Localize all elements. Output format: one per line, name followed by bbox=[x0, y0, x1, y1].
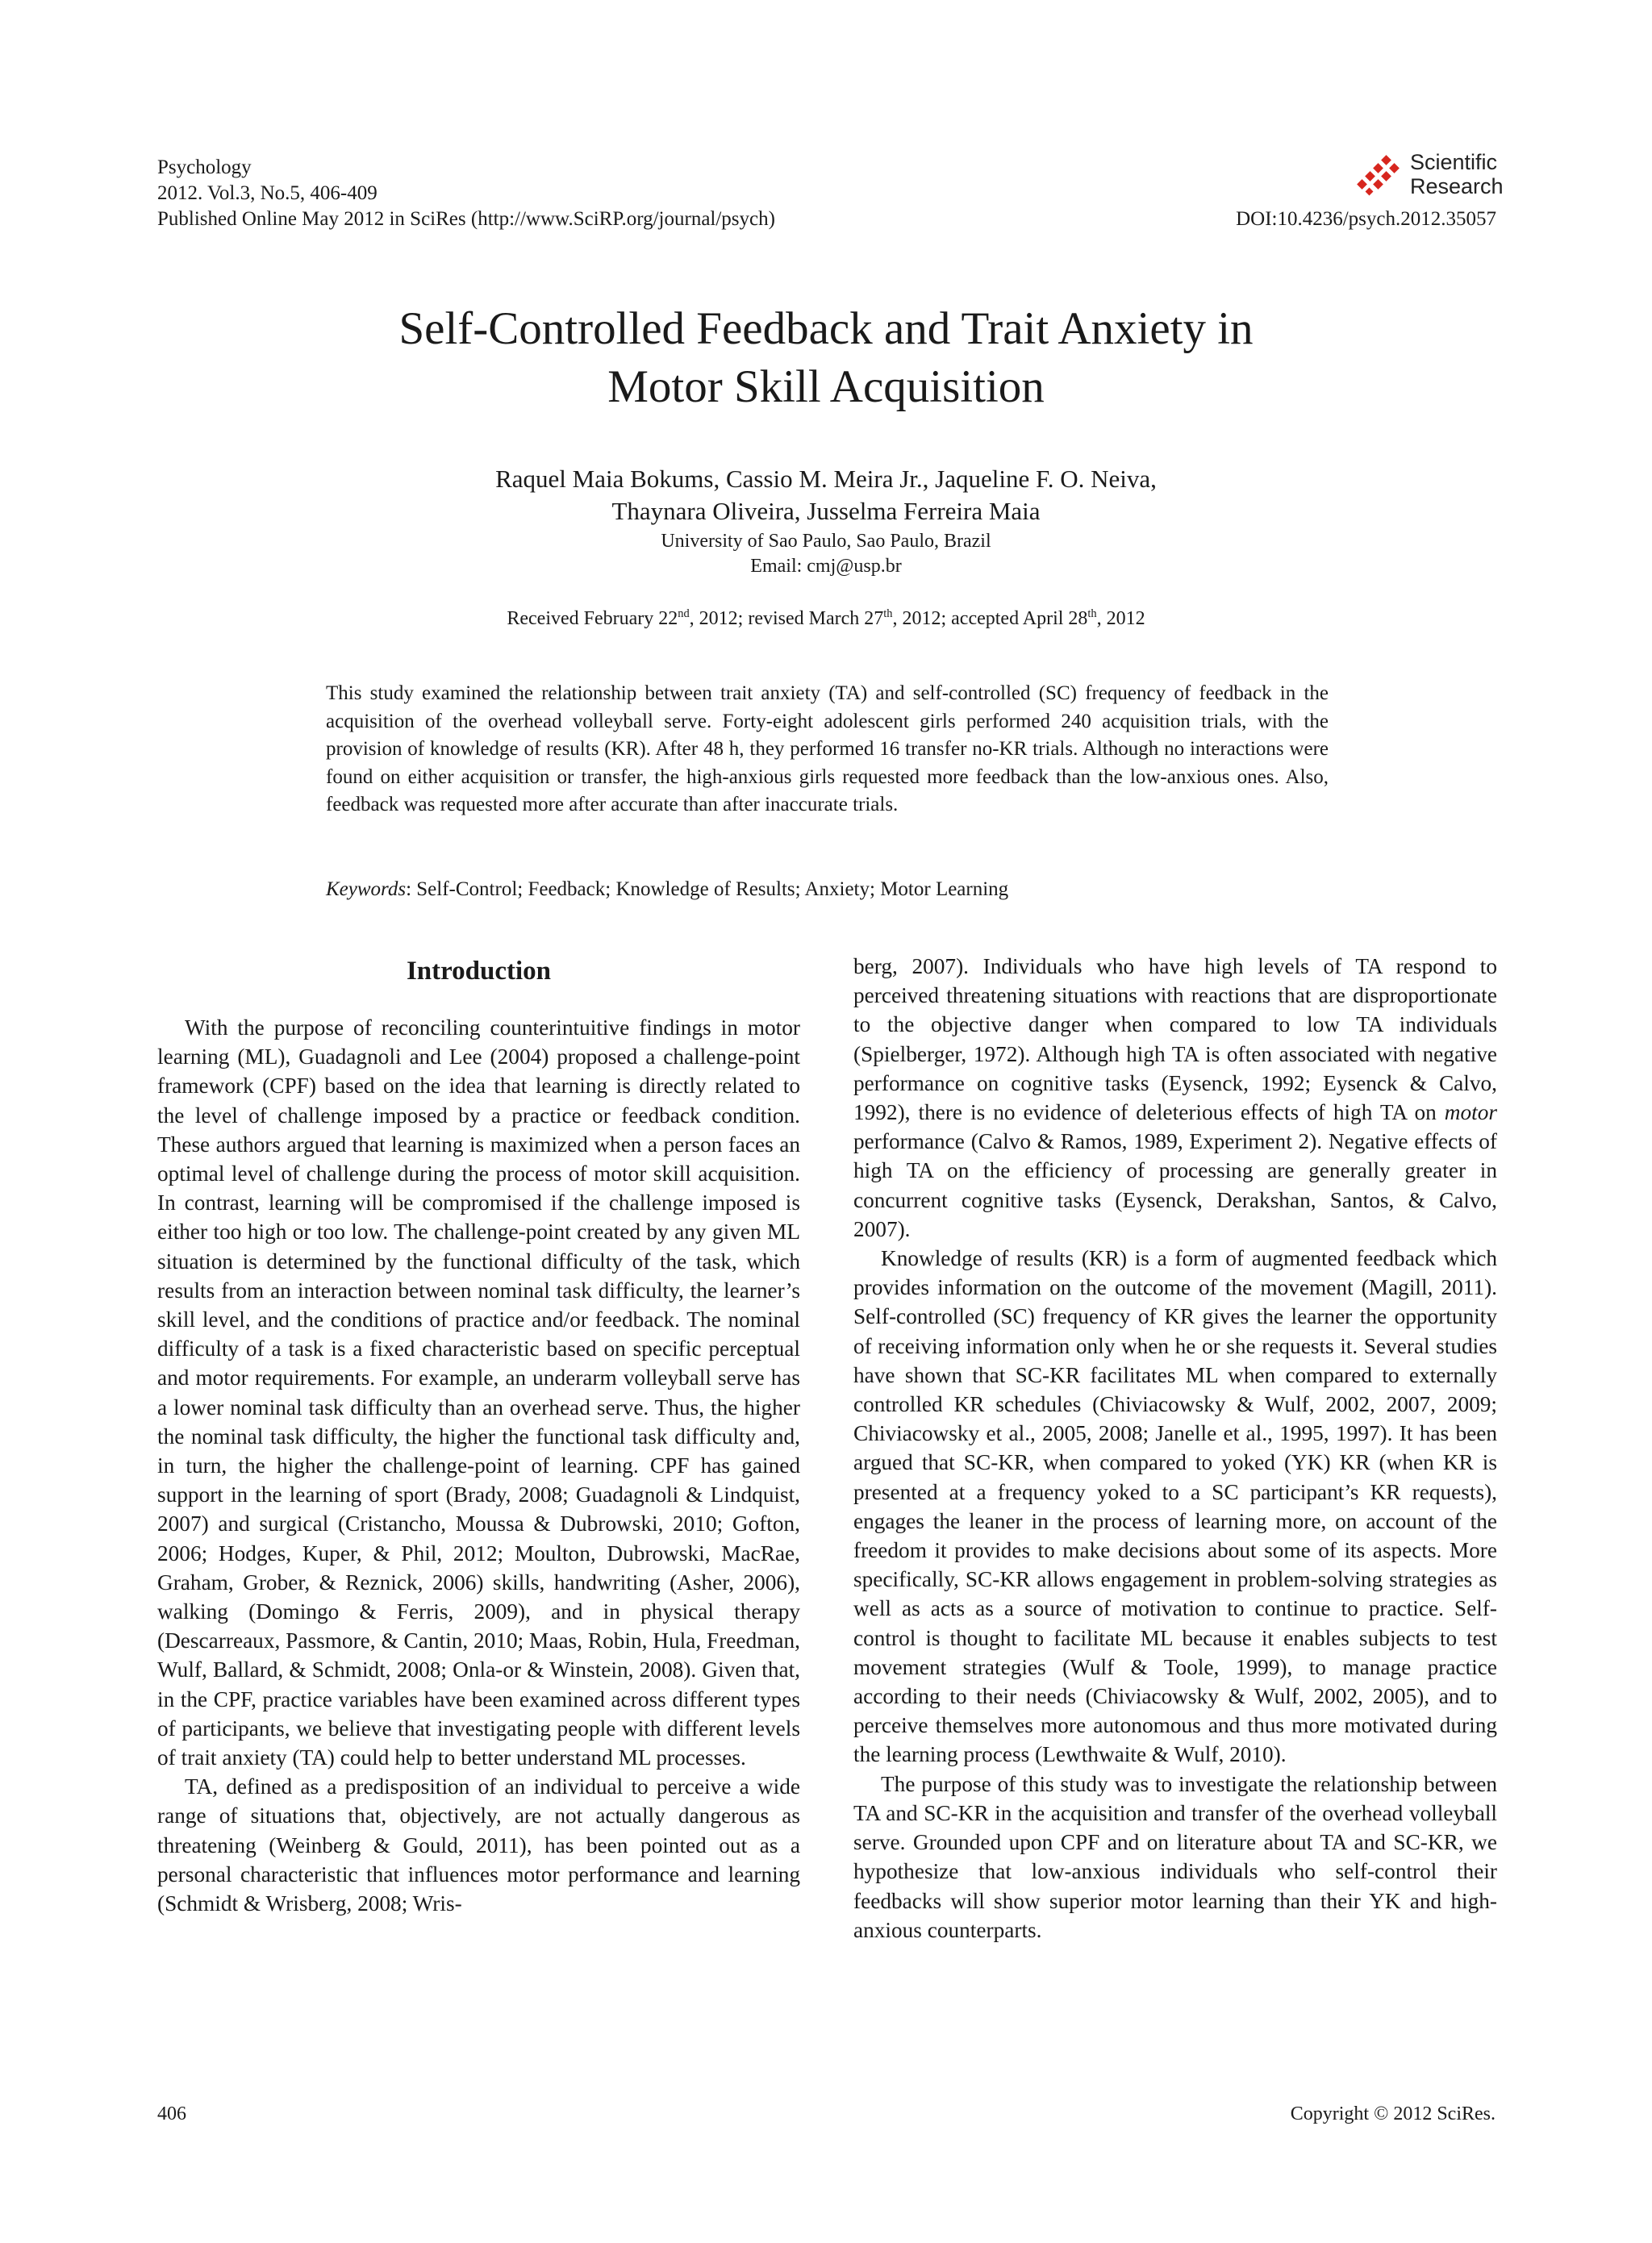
paper-title bbox=[0, 300, 1652, 416]
paragraph: With the purpose of reconciling counterintuitive findings in motor learning (ML), Guadagnoli and Lee (2004) proposed a challenge-point framework (CPF) based on the idea that learning is directly related to the level of challenge imposed by a practice or feedback condition. These authors argued that learning is maximized when a person faces an optimal level of challenge during the process of motor skill acquisition. In contrast, learning will be compromised if the challenge imposed is either too high or too low. The challenge-point created by any given ML situation is determined by the functional difficulty of the task, which results from an interaction between nominal task difficulty, the learner’s skill level, and the conditions of practice and/or feedback. The nominal difficulty of a task is a fixed characteristic based on specific perceptual and motor requirements. For example, an underarm volleyball serve has a lower nominal task difficulty than an overhead serve. Thus, the higher the nominal task difficulty, the higher the functional task difficulty and, in turn, the higher the challenge-point of learning. CPF has gained support in the learning of sport (Brady, 2008; Guadagnoli & Lindquist, 2007) and surgical (Cristancho, Moussa & Dubrowski, 2010; Gofton, 2006; Hodges, Kuper, & Phil, 2012; Moulton, Dubrowski, MacRae, Graham, Grober, & Reznick, 2006) skills, handwriting (Asher, 2006), walking (Domingo & Ferris, 2009), and in physical therapy (Descarreaux, Passmore, & Cantin, 2010; Maas, Robin, Hula, Freedman, Wulf, Ballard, & Schmidt, 2008; Onla-or & Winstein, 2008). Given that, in the CPF, practice variables have been examined across different types of participants, we believe that investigating people with different levels of trait anxiety (TA) could help to better understand ML processes. bbox=[157, 1015, 800, 1770]
keywords-label: Keywords bbox=[326, 878, 407, 900]
keywords-list: : Self-Control; Feedback; Knowledge of Results; Anxiety; Motor Learning bbox=[406, 878, 1009, 900]
volume-info: 2012. Vol.3, No.5, 406-409 bbox=[157, 182, 378, 204]
published-online: Published Online May 2012 in SciRes (http://www.SciRP.org/journal/psych) bbox=[157, 208, 775, 230]
title-line-2: Motor Skill Acquisition bbox=[607, 361, 1045, 412]
doi: DOI:10.4236/psych.2012.35057 bbox=[1236, 208, 1496, 230]
logo-text-line2: Research bbox=[1410, 174, 1504, 198]
logo-text-line1: Scientific bbox=[1410, 150, 1498, 174]
paragraph: Knowledge of results (KR) is a form of augmented feedback which provides information on the outcome of the movement (Magill, 2011). Self-controlled (SC) frequency of KR gives the learner the opportunity of receiving information only when he or she requests it. Several studies have shown that SC-KR facilitates ML when compared to externally controlled KR schedules (Chiviacowsky & Wulf, 2002, 2007, 2009; Chiviacowsky et al., 2005, 2008; Janelle et al., 1995, 1997). It has been argued that SC-KR, when compared to yoked (YK) KR (when KR is presented at a frequency yoked to a SC participant’s KR requests), engages the leaner in the process of learning more, on account of the freedom it provides to make decisions about some of its aspects. More specifically, SC-KR allows engagement in problem-solving strategies as well as acts as a source of motivation to continue to practice. Self-control is thought to facilitate ML because it enables subjects to test movement strategies (Wulf & Toole, 1999), to manage practice according to their needs (Chiviacowsky & Wulf, 2002, 2005), and to perceive themselves more autonomous and thus more motivated during the learning process (Lewthwaite & Wulf, 2010). bbox=[853, 1246, 1497, 1767]
paragraph: The purpose of this study was to investigate the relationship between TA and SC-KR in the acquisition and transfer of the overhead volleyball serve. Grounded upon CPF and on literature about TA and SC-KR, we hypothesize that low-anxious individuals who self-control their feedbacks will show superior motor learning than their YK and high-anxious counterparts. bbox=[853, 1771, 1497, 1942]
journal-name: Psychology bbox=[157, 156, 252, 178]
authors-line-1: Raquel Maia Bokums, Cassio M. Meira Jr., Jaqueline F. O. Neiva, bbox=[495, 465, 1157, 493]
abstract: This study examined the relationship between trait anxiety (TA) and self-controlled (SC) frequency of feedback in the acquisition of the overhead volleyball serve. Forty-eight adolescent girls performed 240 acquisition trials, with the provision of knowledge of results (KR). After 48 h, they performed 16 transfer no-KR trials. Although no interactions were found on either acquisition or transfer, the high-anxious girls requested more feedback than the low-anxious ones. Also, feedback was requested more after accurate than after inaccurate trials. bbox=[326, 682, 1329, 816]
received-dates: Received February 22nd, 2012; revised March 27th, 2012; accepted April 28th, 2012 bbox=[507, 607, 1145, 629]
right-column bbox=[853, 952, 1497, 1945]
copyright: Copyright © 2012 SciRes. bbox=[1290, 2103, 1496, 2124]
paragraph: TA, defined as a predisposition of an individual to perceive a wide range of situations that, objectively, are not actually dangerous as threatening (Weinberg & Gould, 2011), has been pointed out as a personal characteristic that influences motor performance and learning (Schmidt & Wrisberg, 2008; Wris- bbox=[157, 1774, 800, 1916]
keywords bbox=[326, 876, 1329, 903]
affiliation-block bbox=[0, 529, 1652, 579]
authors-line-2: Thaynara Oliveira, Jusselma Ferreira Maia bbox=[611, 497, 1041, 525]
affiliation: University of Sao Paulo, Sao Paulo, Brazil bbox=[661, 531, 991, 552]
authors bbox=[0, 463, 1652, 527]
title-line-1: Self-Controlled Feedback and Trait Anxiety in bbox=[398, 303, 1254, 354]
email: Email: cmj@usp.br bbox=[750, 556, 902, 577]
section-heading-introduction: Introduction bbox=[406, 957, 552, 986]
paragraph: berg, 2007). Individuals who have high levels of TA respond to perceived threatening situations with reactions that are disproportionate to the objective danger when compared to low TA individuals (Spielberger, 1972). Although high TA is often associated with negative performance on cognitive tasks (Eysenck, 1992; Eysenck & Calvo, 1992), there is no evidence of deleterious effects of high TA on motor performance (Calvo & Ramos, 1989, Experiment 2). Negative effects of high TA on the efficiency of processing are generally greater in concurrent cognitive tasks (Eysenck, Derakshan, Santos, & Calvo, 2007). bbox=[853, 954, 1497, 1241]
scientific-research-logo bbox=[1355, 150, 1504, 206]
page-number: 406 bbox=[157, 2103, 186, 2124]
scientific-research-logo-icon bbox=[1355, 155, 1404, 197]
left-column bbox=[157, 1013, 800, 1918]
